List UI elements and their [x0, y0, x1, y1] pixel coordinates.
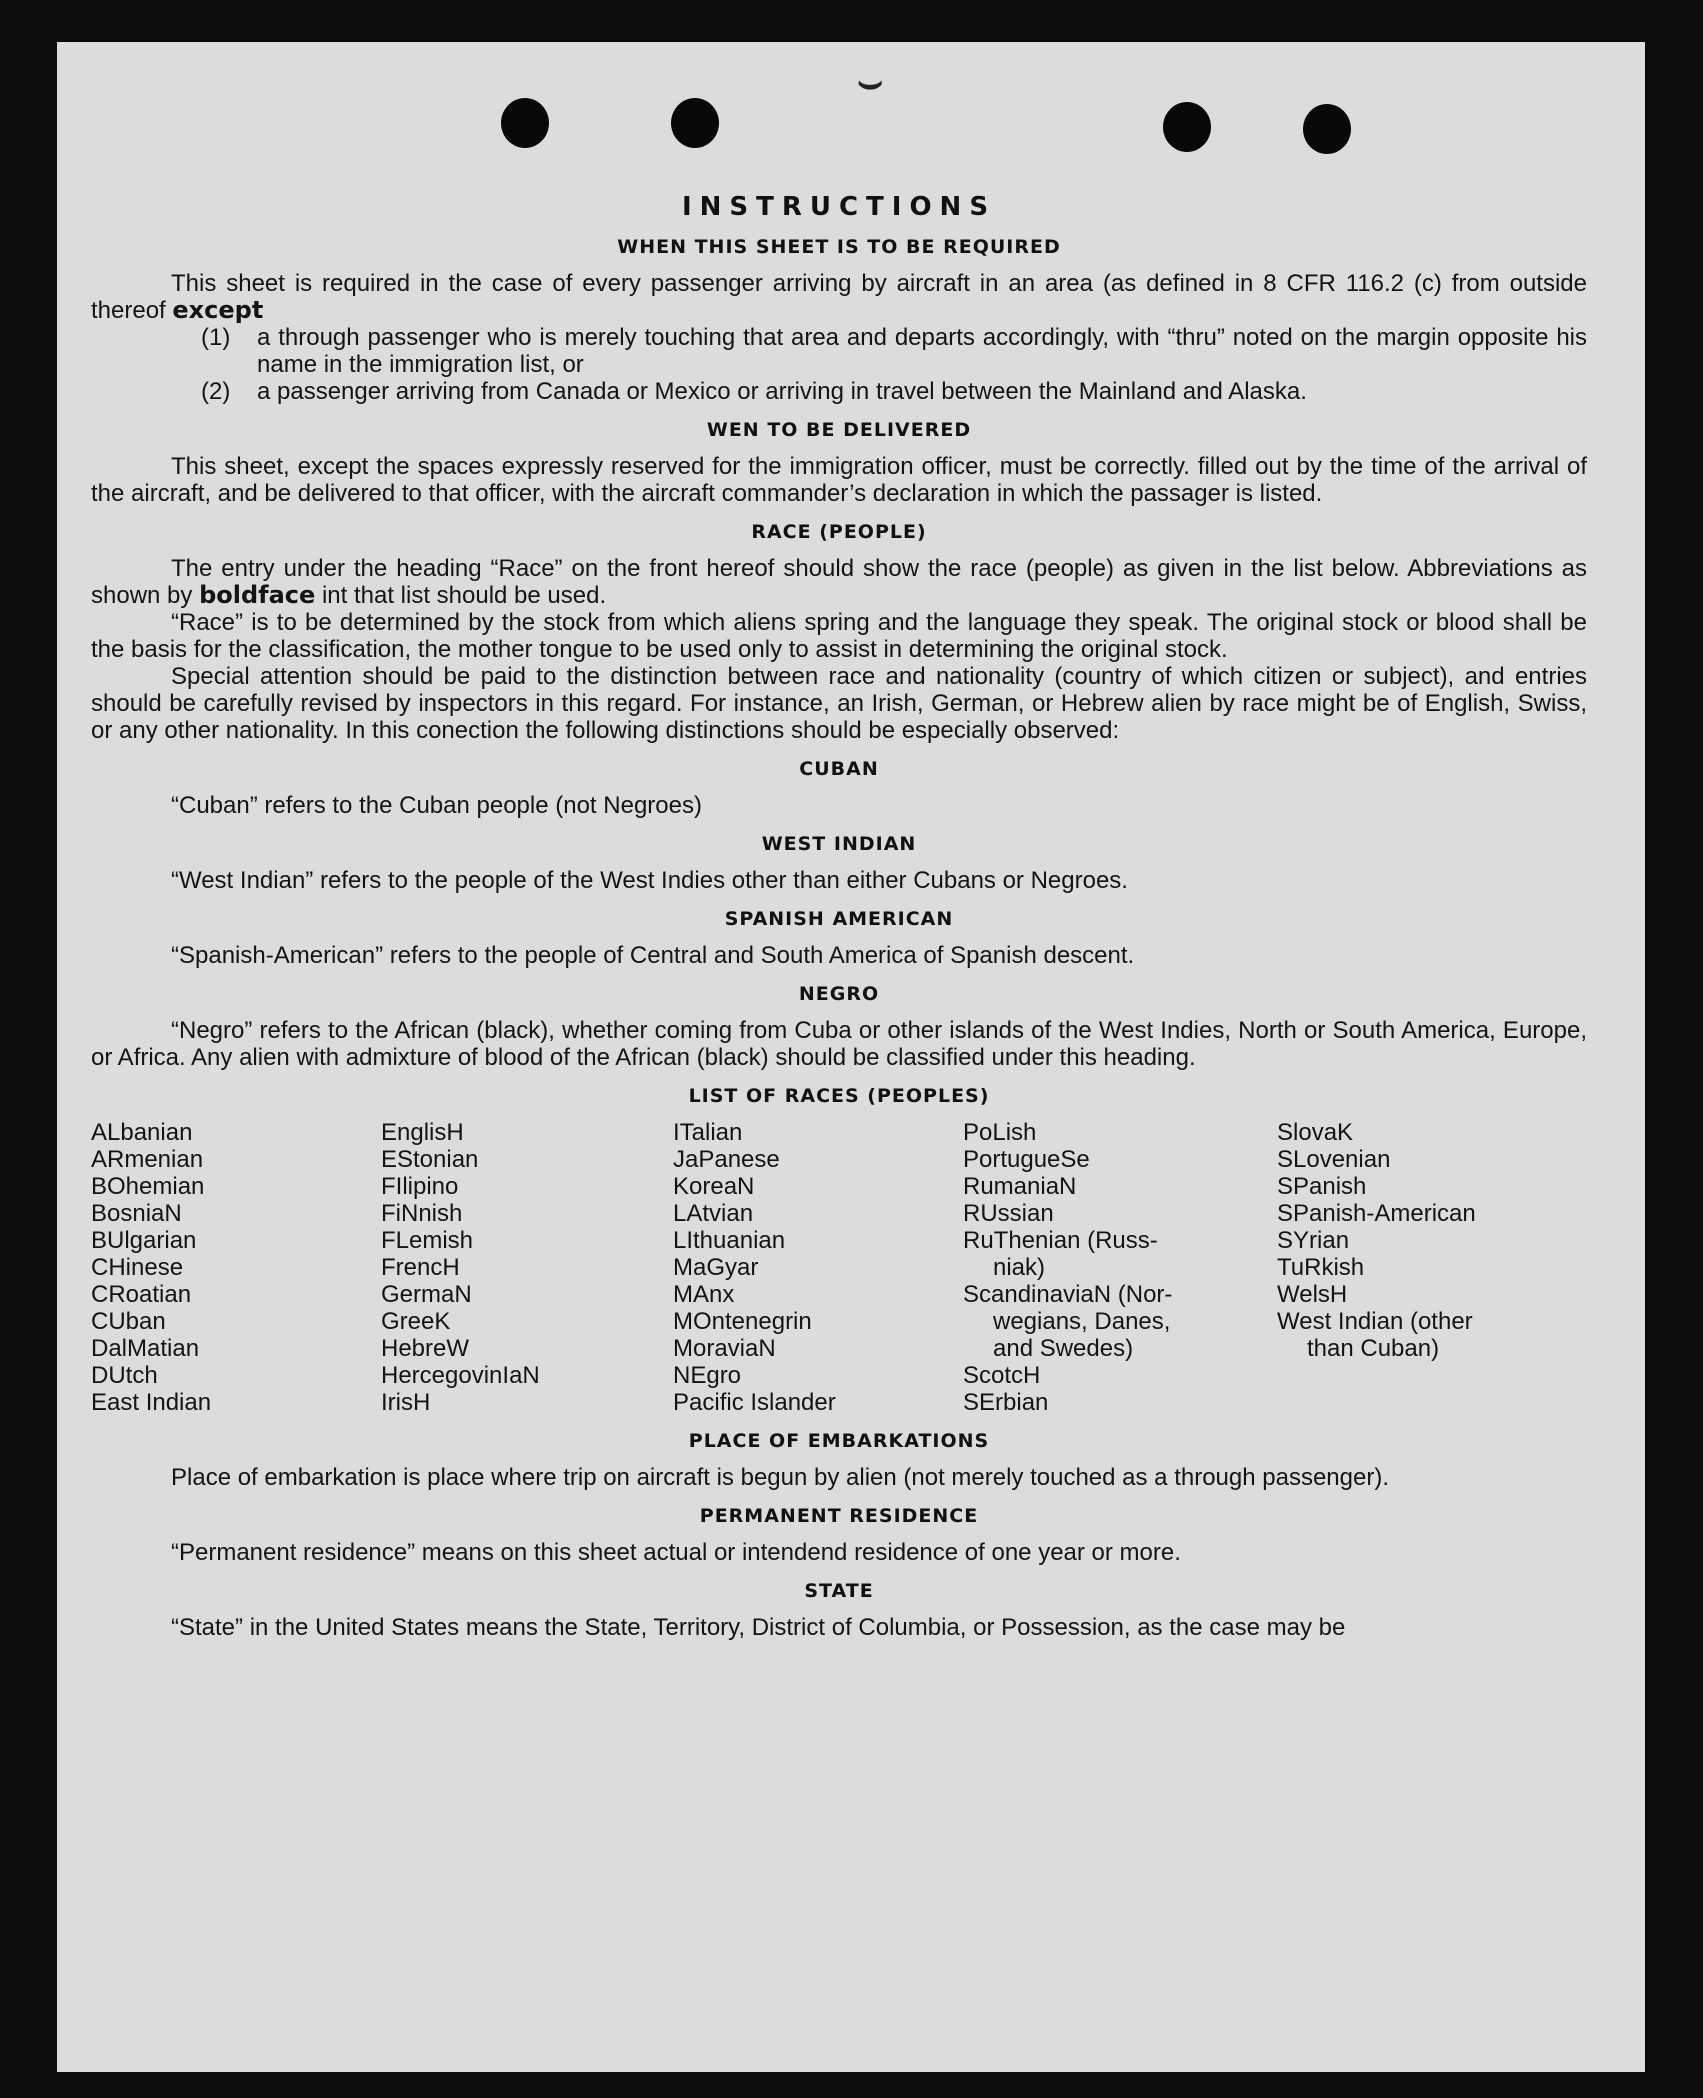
race-entry: LIthuanian: [673, 1227, 786, 1254]
race-entry-continued: and Swedes): [993, 1335, 1134, 1362]
race-paragraph-1: The entry under the heading “Race” on the front hereof should show the race (people) as given in the list below. Abbreviations as shown by boldface int that list should be used.: [91, 555, 1587, 609]
list-item: (2) a passenger arriving from Canada or Mexico or arriving in travel between the Mainland and Alaska.: [201, 378, 1307, 405]
race-entry: WelsH: [1277, 1281, 1348, 1308]
race-entry: GermaN: [381, 1281, 472, 1308]
race-entry: DalMatian: [91, 1335, 200, 1362]
punch-hole: [671, 98, 719, 148]
race-entry: JaPanese: [673, 1146, 780, 1173]
punch-hole: [1303, 104, 1351, 154]
race-entry: MOntenegrin: [673, 1308, 812, 1335]
heading-race: RACE (PEOPLE): [751, 521, 927, 543]
race-entry: West Indian (other: [1277, 1308, 1473, 1335]
race-entry: KoreaN: [673, 1173, 755, 1200]
spanish-american-text: “Spanish-American” refers to the people of Central and South America of Spanish descent.: [171, 942, 1135, 969]
race-entry-continued: than Cuban): [1307, 1335, 1440, 1362]
race-entry: Pacific Islander: [673, 1389, 836, 1416]
race-entry: EStonian: [381, 1146, 479, 1173]
race-entry: FIlipino: [381, 1173, 459, 1200]
heading-embarkation: PLACE OF EMBARKATIONS: [688, 1430, 990, 1452]
race-entry: SLovenian: [1277, 1146, 1391, 1173]
heading-west-indian: WEST INDIAN: [761, 833, 917, 855]
race-entry: RUssian: [963, 1200, 1054, 1227]
race-entry: MaGyar: [673, 1254, 759, 1281]
race-entry: FiNnish: [381, 1200, 463, 1227]
race-entry: ScandinaviaN (Nor-: [963, 1281, 1173, 1308]
page-title: INSTRUCTIONS: [681, 192, 997, 222]
heading-required: WHEN THIS SHEET IS TO BE REQUIRED: [617, 236, 1061, 258]
race-entry: RuThenian (Russ-: [963, 1227, 1158, 1254]
race-entry: IrisH: [381, 1389, 431, 1416]
race-entry: EnglisH: [381, 1119, 464, 1146]
list-item: (1) a through passenger who is merely touching that area and departs accordingly, with “thru” noted on the margin opposite his name in the immigration list, or: [201, 324, 1587, 378]
race-entry: FLemish: [381, 1227, 474, 1254]
race-entry: BUlgarian: [91, 1227, 197, 1254]
race-entry: HercegovinIaN: [381, 1362, 540, 1389]
races-list: [91, 1119, 1587, 1416]
heading-state: STATE: [804, 1580, 874, 1602]
race-entry: ALbanian: [91, 1119, 193, 1146]
boldface-emphasis: boldface: [199, 581, 316, 609]
required-intro: This sheet is required in the case of every passenger arriving by aircraft in an area (as defined in 8 CFR 116.2 (c) from outside thereof except: [91, 270, 1587, 324]
heading-permanent-residence: PERMANENT RESIDENCE: [699, 1505, 979, 1527]
west-indian-text: “West Indian” refers to the people of the West Indies other than either Cubans or Negroes.: [171, 867, 1128, 894]
race-entry: PortugueSe: [963, 1146, 1090, 1173]
race-entry: HebreW: [381, 1335, 470, 1362]
race-entry: ARmenian: [91, 1146, 204, 1173]
heading-cuban: CUBAN: [799, 758, 879, 780]
state-text: “State” in the United States means the State, Territory, District of Columbia, or Possession, as the case may be: [171, 1614, 1346, 1641]
punch-hole: [1163, 102, 1211, 152]
negro-text: “Negro” refers to the African (black), whether coming from Cuba or other islands of the West Indies, North or South America, Europe, or Africa. Any alien with admixture of blood of the African (black) should be classified under this heading.: [91, 1017, 1587, 1071]
handwritten-mark: ⌣: [857, 60, 884, 104]
race-entry: CHinese: [91, 1254, 184, 1281]
race-entry: TuRkish: [1277, 1254, 1365, 1281]
race-entry: BOhemian: [91, 1173, 205, 1200]
race-entry: SlovaK: [1277, 1119, 1354, 1146]
race-entry: CUban: [91, 1308, 166, 1335]
race-entry: MAnx: [673, 1281, 735, 1308]
races-column: [381, 1119, 673, 1416]
race-entry: RumaniaN: [963, 1173, 1077, 1200]
races-column: [1277, 1119, 1577, 1416]
races-column: [91, 1119, 381, 1416]
race-entry: East Indian: [91, 1389, 212, 1416]
heading-list-of-races: LIST OF RACES (PEOPLES): [688, 1085, 990, 1107]
races-column: [963, 1119, 1277, 1416]
delivered-text: This sheet, except the spaces expressly reserved for the immigration officer, must be correctly. filled out by the time of the arrival of the aircraft, and be delivered to that officer, with the aircraft commander’s declaration in which the passager is listed.: [91, 453, 1587, 507]
race-entry: FrencH: [381, 1254, 460, 1281]
race-entry: SYrian: [1277, 1227, 1350, 1254]
race-entry: ScotcH: [963, 1362, 1041, 1389]
embarkation-text: Place of embarkation is place where trip on aircraft is begun by alien (not merely touched as a through passenger).: [171, 1464, 1389, 1491]
cuban-text: “Cuban” refers to the Cuban people (not Negroes): [171, 792, 702, 819]
race-entry-continued: wegians, Danes,: [993, 1308, 1171, 1335]
except-emphasis: except: [172, 296, 264, 324]
document-page: [57, 42, 1645, 2072]
race-entry: CRoatian: [91, 1281, 192, 1308]
race-entry: LAtvian: [673, 1200, 754, 1227]
race-entry: SPanish: [1277, 1173, 1367, 1200]
residence-text: “Permanent residence” means on this sheet actual or intendend residence of one year or more.: [171, 1539, 1181, 1566]
race-entry: SPanish-American: [1277, 1200, 1476, 1227]
races-column: [673, 1119, 963, 1416]
race-paragraph-2: “Race” is to be determined by the stock from which aliens spring and the language they speak. The original stock or blood shall be the basis for the classification, the mother tongue to be used only to assist in determining the original stock.: [91, 609, 1587, 663]
race-entry: GreeK: [381, 1308, 451, 1335]
race-entry: SErbian: [963, 1389, 1049, 1416]
race-entry-continued: niak): [993, 1254, 1046, 1281]
heading-negro: NEGRO: [798, 983, 880, 1005]
punch-hole: [501, 98, 549, 148]
heading-spanish-american: SPANISH AMERICAN: [724, 908, 954, 930]
race-entry: PoLish: [963, 1119, 1037, 1146]
heading-delivered: WEN TO BE DELIVERED: [706, 419, 972, 441]
instructions-content: [91, 192, 1587, 1641]
race-entry: ITalian: [673, 1119, 743, 1146]
race-entry: MoraviaN: [673, 1335, 776, 1362]
race-entry: NEgro: [673, 1362, 742, 1389]
race-entry: BosniaN: [91, 1200, 182, 1227]
race-entry: DUtch: [91, 1362, 158, 1389]
race-paragraph-3: Special attention should be paid to the distinction between race and nationality (country of which citizen or subject), and entries should be carefully revised by inspectors in this regard. For instance, an Irish, German, or Hebrew alien by race might be of English, Swiss, or any other nationality. In this conection the following distinctions should be especially observed:: [91, 663, 1587, 744]
